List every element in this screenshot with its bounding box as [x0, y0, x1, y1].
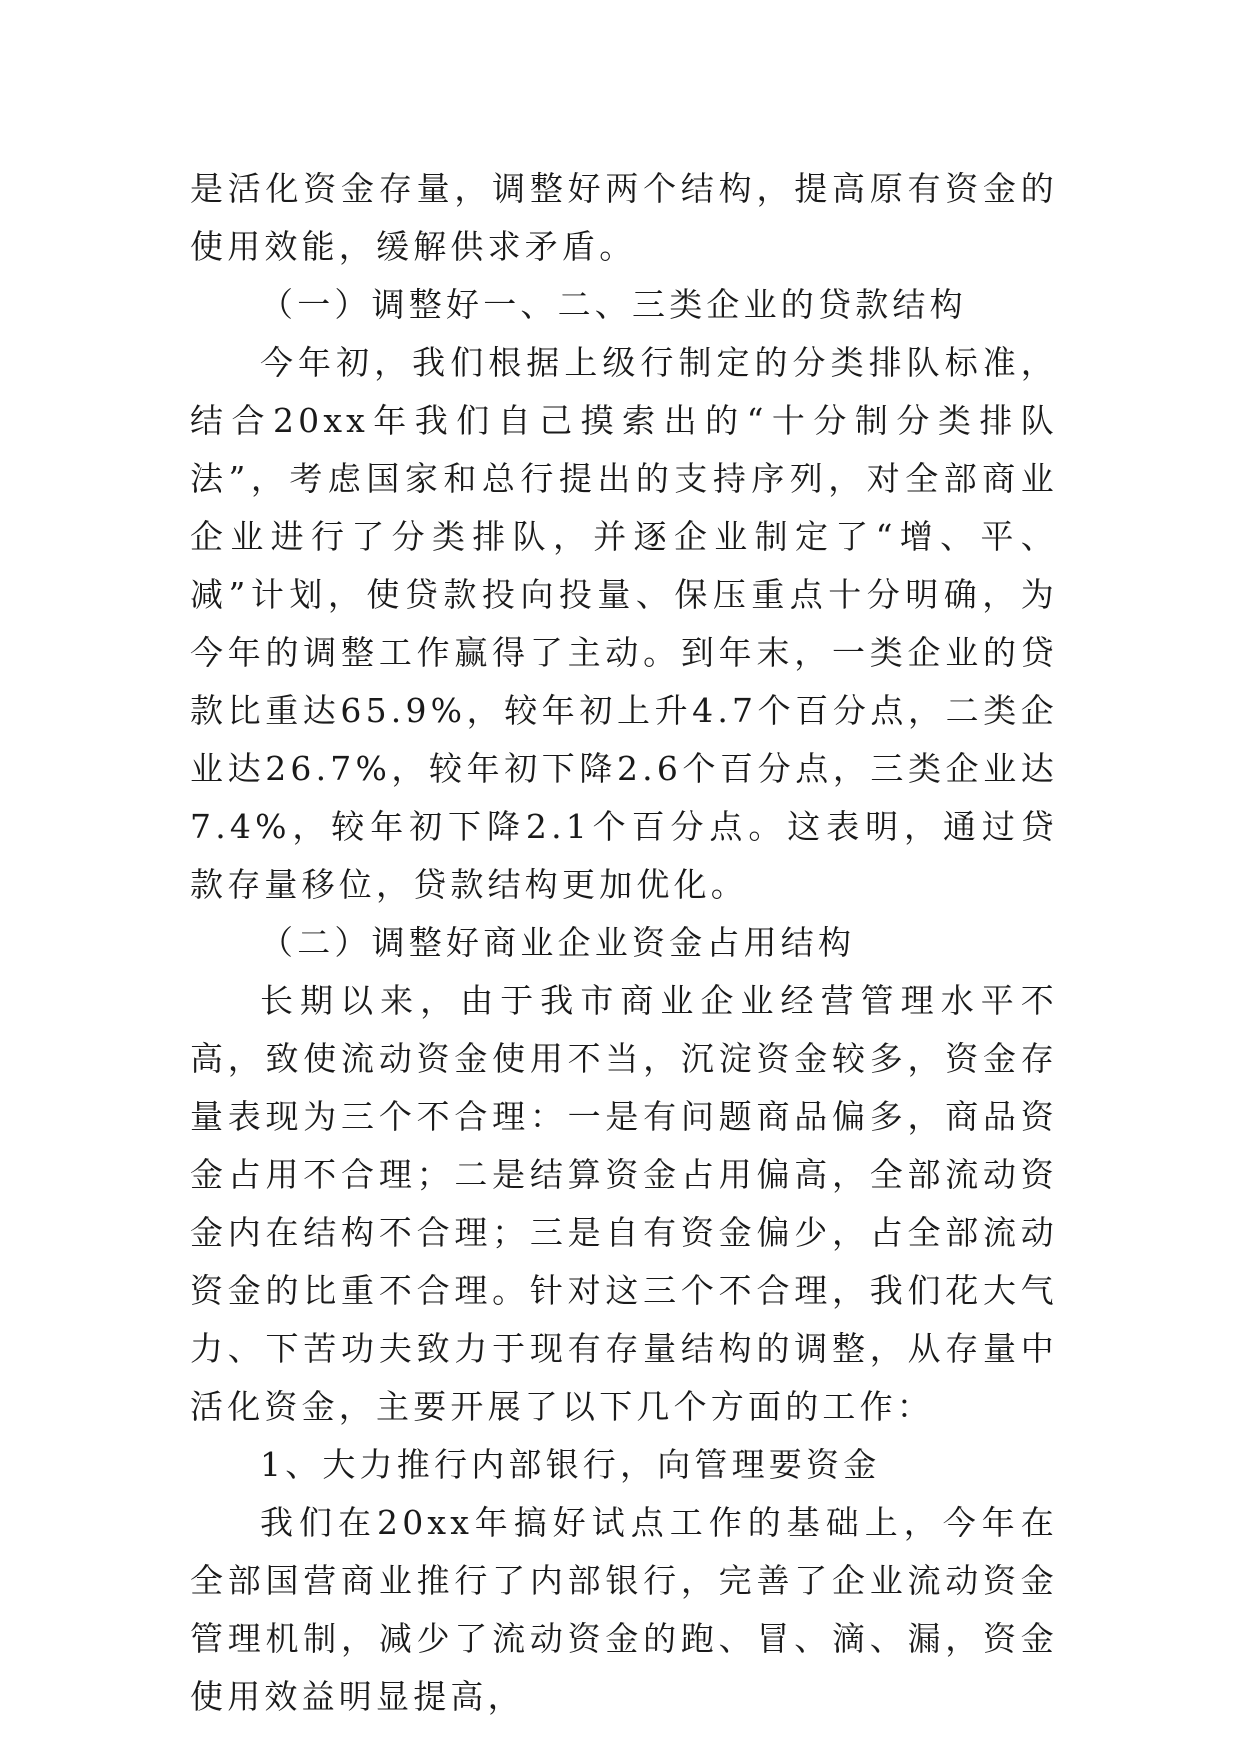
paragraph-internal-bank: 我们在20xx年搞好试点工作的基础上，今年在全部国营商业推行了内部银行，完善了企业流动资金管理机制，减少了流动资金的跑、冒、滴、漏，资金使用效益明显提高，: [190, 1503, 1058, 1716]
paragraph-continuation: 是活化资金存量，调整好两个结构，提高原有资金的使用效能，缓解供求矛盾。: [190, 169, 1058, 266]
section-heading-2: （二）调整好商业企业资金占用结构: [260, 923, 856, 962]
paragraph-loan-structure: 今年初，我们根据上级行制定的分类排队标准，结合20xx年我们自己摸索出的“十分制分类排队法”，考虑国家和总行提出的支持序列，对全部商业企业进行了分类排队，并逐企业制定了“增、平、减”计划，使贷款投向投量、保压重点十分明确，为今年的调整工作赢得了主动。到年末，一类企业的贷款比重达65.9%，较年初上升4.7个百分点，二类企业达26.7%，较年初下降2.6个百分点，三类企业达7.4%，较年初下降2.1个百分点。这表明，通过贷款存量移位，贷款结构更加优化。: [190, 343, 1058, 904]
subsection-heading-1: 1、大力推行内部银行，向管理要资金: [260, 1445, 881, 1484]
paragraph-fund-structure: 长期以来，由于我市商业企业经营管理水平不高，致使流动资金使用不当，沉淀资金较多，资金存量表现为三个不合理：一是有问题商品偏多，商品资金占用不合理；二是结算资金占用偏高，全部流动资金内在结构不合理；三是自有资金偏少，占全部流动资金的比重不合理。针对这三个不合理，我们花大气力、下苦功夫致力于现有存量结构的调整，从存量中活化资金，主要开展了以下几个方面的工作：: [190, 981, 1058, 1426]
section-heading-1: （一）调整好一、二、三类企业的贷款结构: [260, 285, 967, 324]
document-body: [190, 160, 1058, 1726]
